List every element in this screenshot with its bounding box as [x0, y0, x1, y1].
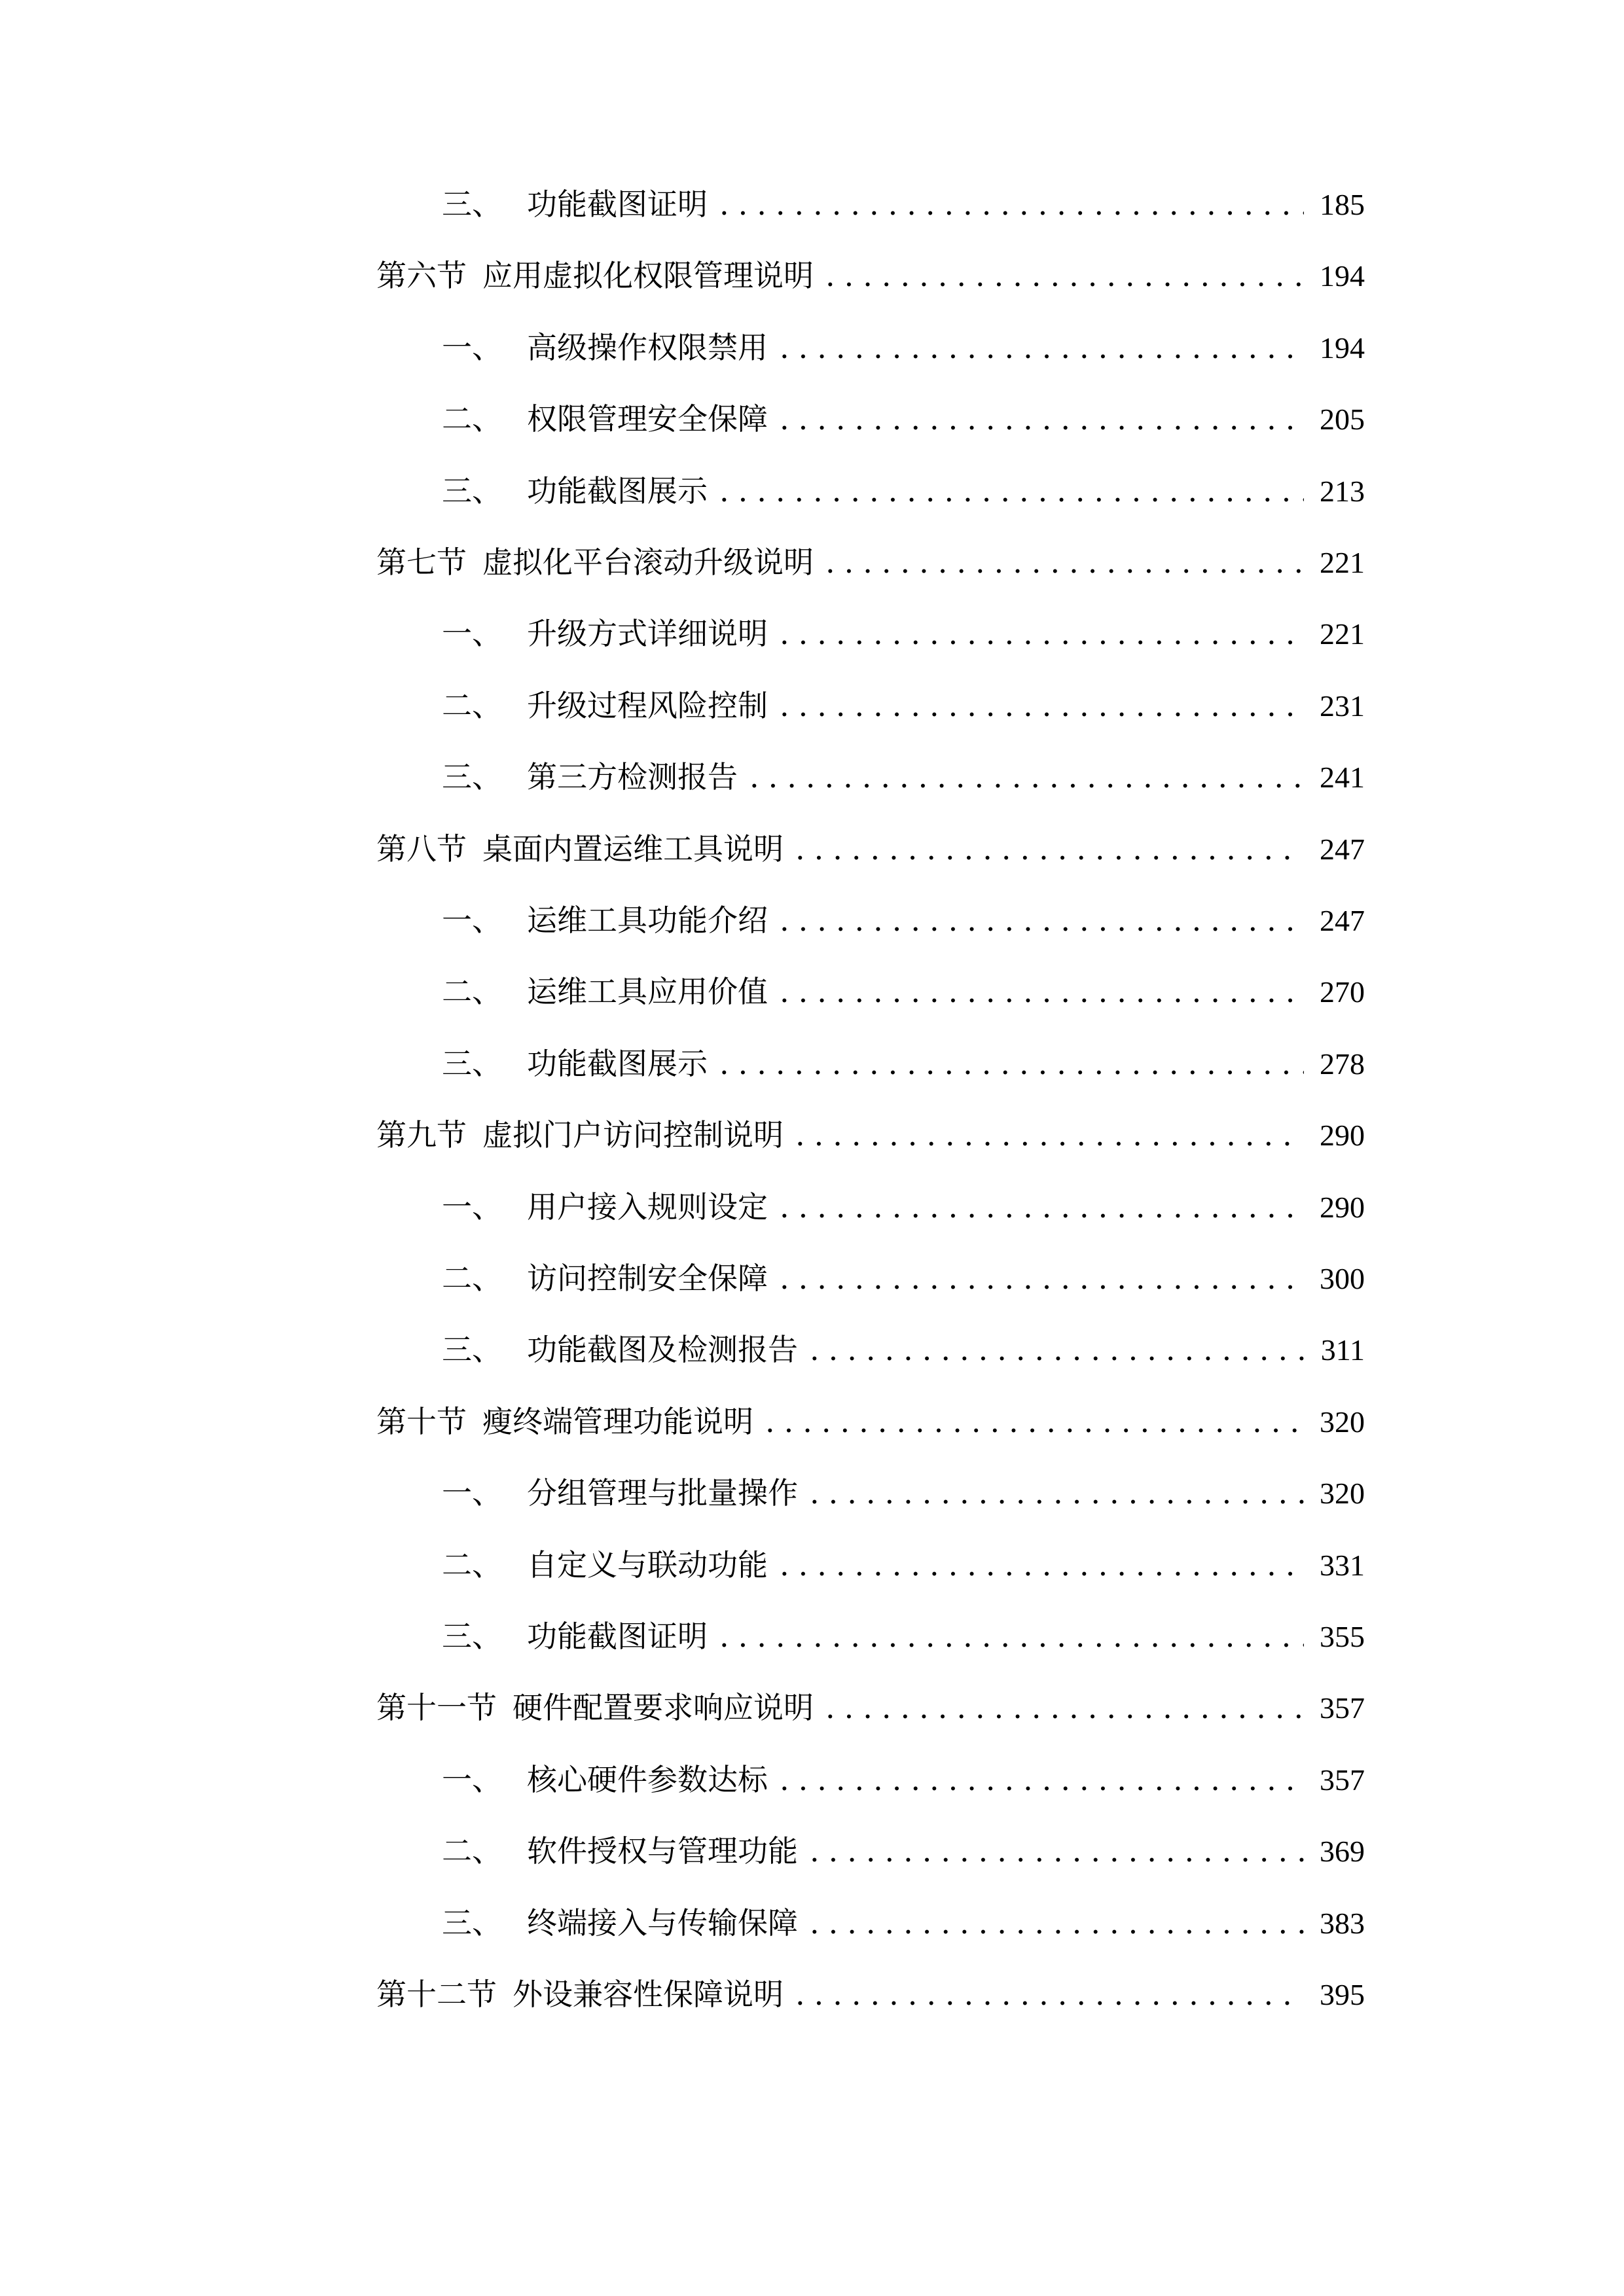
toc-page-number: 270	[1320, 975, 1365, 1009]
toc-dot-leader	[780, 1753, 1304, 1806]
toc-subsection-row[interactable]	[442, 1181, 1365, 1233]
toc-section-row[interactable]	[376, 1395, 1365, 1448]
toc-subsection-row[interactable]	[442, 1037, 1365, 1090]
toc-entry-title: 运维工具应用价值	[527, 974, 768, 1010]
toc-page-number: 395	[1320, 1978, 1365, 2011]
toc-entry-marker: 第十一节	[376, 1690, 497, 1726]
toc-dot-leader	[825, 249, 1304, 302]
toc-subsection-row[interactable]	[442, 751, 1365, 803]
toc-dot-leader	[795, 1109, 1304, 1161]
toc-page-number: 205	[1320, 403, 1365, 437]
toc-dot-leader	[810, 1467, 1304, 1519]
toc-dot-leader	[780, 321, 1304, 374]
toc-entry-marker: 二、	[442, 1833, 502, 1869]
toc-dot-leader	[749, 751, 1304, 803]
toc-entry-marker: 二、	[442, 1261, 502, 1296]
toc-entry-title: 第三方检测报告	[527, 759, 738, 795]
toc-page-number: 194	[1320, 331, 1365, 365]
toc-entry-marker: 二、	[442, 687, 502, 723]
toc-page-number: 320	[1320, 1405, 1365, 1439]
toc-dot-leader	[780, 1181, 1304, 1233]
toc-entry-title: 终端接入与传输保障	[527, 1905, 798, 1941]
toc-entry-marker: 三、	[442, 1045, 502, 1081]
toc-subsection-row[interactable]	[442, 607, 1365, 660]
toc-dot-leader	[780, 1252, 1304, 1304]
toc-subsection-row[interactable]	[442, 465, 1365, 517]
toc-entry-marker: 第十节	[376, 1403, 467, 1439]
toc-entry-title: 功能截图及检测报告	[527, 1332, 798, 1368]
toc-entry-title: 功能截图展示	[527, 473, 708, 509]
toc-page-number: 311	[1320, 1333, 1365, 1367]
toc-section-row[interactable]	[376, 249, 1365, 302]
toc-dot-leader	[719, 465, 1304, 517]
toc-subsection-row[interactable]	[442, 1825, 1365, 1877]
toc-page-number: 290	[1320, 1190, 1365, 1224]
toc-dot-leader	[810, 1323, 1305, 1376]
toc-entry-title: 访问控制安全保障	[527, 1261, 768, 1296]
toc-dot-leader	[719, 1037, 1304, 1090]
toc-entry-title: 用户接入规则设定	[527, 1189, 768, 1225]
toc-page-number: 290	[1320, 1119, 1365, 1153]
toc-page-number: 300	[1320, 1262, 1365, 1295]
toc-entry-title: 核心硬件参数达标	[527, 1761, 768, 1797]
toc-subsection-row[interactable]	[442, 1539, 1365, 1591]
toc-entry-title: 高级操作权限禁用	[527, 329, 768, 365]
toc-section-row[interactable]	[376, 536, 1365, 588]
toc-dot-leader	[810, 1897, 1304, 1949]
toc-entry-title: 权限管理安全保障	[527, 401, 768, 437]
toc-entry-marker: 第九节	[376, 1117, 467, 1153]
toc-dot-leader	[795, 823, 1304, 875]
toc-dot-leader	[765, 1395, 1304, 1448]
toc-page-number: 194	[1320, 259, 1365, 293]
toc-dot-leader	[780, 607, 1304, 660]
toc-subsection-row[interactable]	[442, 1753, 1365, 1806]
toc-dot-leader	[780, 894, 1304, 946]
toc-entry-title: 运维工具功能介绍	[527, 903, 768, 938]
toc-entry-marker: 三、	[442, 473, 502, 509]
toc-subsection-row[interactable]	[442, 894, 1365, 946]
toc-subsection-row[interactable]	[442, 1897, 1365, 1949]
toc-dot-leader	[780, 393, 1304, 445]
toc-entry-marker: 第七节	[376, 545, 467, 580]
toc-entry-title: 功能截图证明	[527, 187, 708, 222]
toc-page-number: 247	[1320, 832, 1365, 866]
toc-page-number: 241	[1320, 761, 1365, 795]
toc-entry-title: 外设兼容性保障说明	[513, 1977, 784, 2012]
toc-subsection-row[interactable]	[442, 321, 1365, 374]
toc-page-number: 278	[1320, 1047, 1365, 1081]
toc-subsection-row[interactable]	[442, 1467, 1365, 1519]
toc-page-number: 247	[1320, 904, 1365, 937]
toc-subsection-row[interactable]	[442, 178, 1365, 230]
toc-section-row[interactable]	[376, 823, 1365, 875]
toc-entry-marker: 一、	[442, 616, 502, 652]
toc-page-number: 221	[1320, 617, 1365, 651]
toc-entry-title: 应用虚拟化权限管理说明	[482, 258, 814, 294]
toc-entry-title: 分组管理与批量操作	[527, 1475, 798, 1511]
toc-subsection-row[interactable]	[442, 1323, 1365, 1376]
toc-dot-leader	[810, 1825, 1304, 1877]
toc-entry-title: 功能截图证明	[527, 1619, 708, 1654]
toc-entry-title: 升级方式详细说明	[527, 616, 768, 652]
toc-dot-leader	[825, 1681, 1304, 1734]
toc-subsection-row[interactable]	[442, 1252, 1365, 1304]
toc-entry-title: 升级过程风险控制	[527, 687, 768, 723]
toc-section-row[interactable]	[376, 1109, 1365, 1161]
toc-section-row[interactable]	[376, 1968, 1365, 2020]
toc-entry-title: 瘦终端管理功能说明	[482, 1403, 753, 1439]
toc-entry-title: 硬件配置要求响应说明	[513, 1690, 814, 1726]
toc-entry-marker: 一、	[442, 1761, 502, 1797]
toc-entry-marker: 一、	[442, 329, 502, 365]
toc-page-number: 383	[1320, 1906, 1365, 1940]
toc-entry-marker: 第八节	[376, 831, 467, 867]
toc-entry-marker: 三、	[442, 1619, 502, 1654]
toc-subsection-row[interactable]	[442, 965, 1365, 1018]
toc-entry-marker: 第六节	[376, 258, 467, 294]
toc-entry-title: 自定义与联动功能	[527, 1547, 768, 1583]
toc-page-number: 185	[1320, 188, 1365, 221]
toc-page-number: 231	[1320, 689, 1365, 723]
toc-entry-marker: 三、	[442, 759, 502, 795]
toc-entry-marker: 第十二节	[376, 1977, 497, 2012]
toc-dot-leader	[719, 1610, 1304, 1662]
toc-entry-marker: 一、	[442, 1189, 502, 1225]
toc-page-number: 221	[1320, 546, 1365, 579]
toc-page-number: 357	[1320, 1763, 1365, 1797]
toc-dot-leader	[795, 1968, 1304, 2020]
toc-entry-marker: 二、	[442, 974, 502, 1010]
toc-entry-title: 虚拟化平台滚动升级说明	[482, 545, 814, 580]
toc-entry-marker: 三、	[442, 1332, 502, 1368]
toc-page-number: 331	[1320, 1548, 1365, 1582]
toc-dot-leader	[780, 679, 1304, 732]
toc-entry-marker: 二、	[442, 1547, 502, 1583]
toc-section-row[interactable]	[376, 1681, 1365, 1734]
toc-subsection-row[interactable]	[442, 393, 1365, 445]
toc-subsection-row[interactable]	[442, 679, 1365, 732]
toc-entry-marker: 一、	[442, 1475, 502, 1511]
toc-subsection-row[interactable]	[442, 1610, 1365, 1662]
toc-entry-marker: 三、	[442, 187, 502, 222]
toc-entry-marker: 一、	[442, 903, 502, 938]
toc-page-number: 369	[1320, 1835, 1365, 1869]
toc-entry-marker: 三、	[442, 1905, 502, 1941]
toc-entry-title: 软件授权与管理功能	[527, 1833, 798, 1869]
toc-page-number: 213	[1320, 474, 1365, 508]
toc-dot-leader	[825, 536, 1304, 588]
toc-dot-leader	[719, 178, 1304, 230]
toc-page-number: 355	[1320, 1620, 1365, 1653]
toc-dot-leader	[780, 1539, 1304, 1591]
toc-page-number: 357	[1320, 1691, 1365, 1725]
toc-entry-marker: 二、	[442, 401, 502, 437]
toc-page-number: 320	[1320, 1477, 1365, 1511]
toc-dot-leader	[780, 965, 1304, 1018]
toc-entry-title: 虚拟门户访问控制说明	[482, 1117, 784, 1153]
toc-entry-title: 功能截图展示	[527, 1045, 708, 1081]
toc-entry-title: 桌面内置运维工具说明	[482, 831, 784, 867]
